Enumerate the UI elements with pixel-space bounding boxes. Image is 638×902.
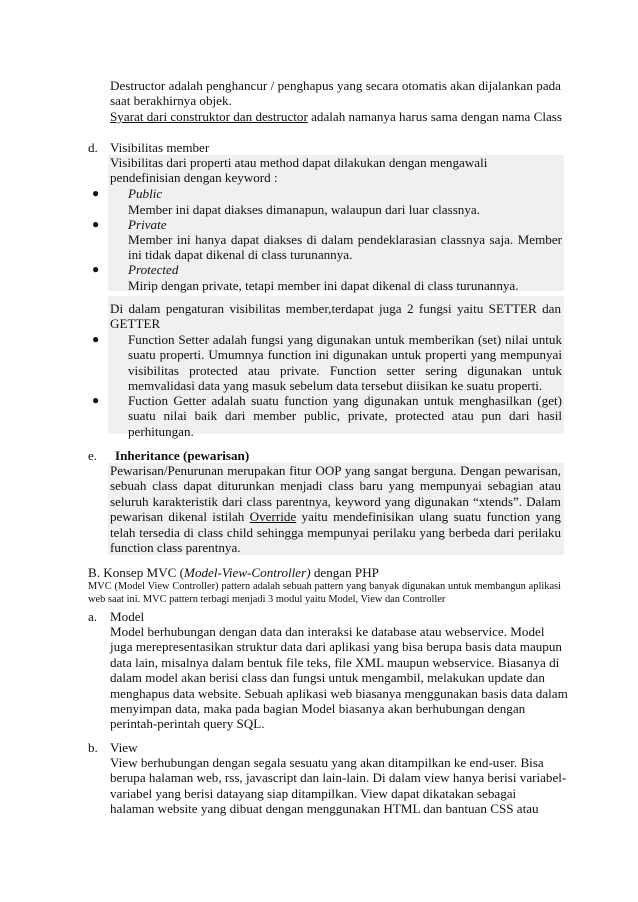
syarat-rest: adalah namanya harus sama dengan nama Class xyxy=(307,109,562,124)
keyword-public-desc: Member ini dapat diakses dimanapun, walaupun dari luar classnya. xyxy=(128,202,480,217)
bullet-icon: ● xyxy=(92,217,100,231)
syarat-line xyxy=(110,109,561,124)
visibilitas-heading: Visibilitas member xyxy=(110,140,210,155)
override-term: Override xyxy=(249,509,297,525)
bullet-icon: ● xyxy=(92,393,100,407)
model-marker: a. xyxy=(88,609,98,624)
keyword-public: Public xyxy=(128,186,163,201)
mvc-intro: MVC (Model View Controller) pattern adalah sebuah pattern yang banyak digunakan untuk membangun aplikasi web saat ini. MVC pattern terbagi menjadi 3 modul yaitu Model, View dan Controller xyxy=(88,581,561,605)
destructor-paragraph: Destructor adalah penghancur / penghapus yang secara otomatis akan dijalankan pada saat berakhirnya objek. xyxy=(110,78,561,109)
function-getter-paragraph: Fuction Getter adalah suatu function yang digunakan untuk menghasilkan (get) suatu nilai baik dari member public, private, protected atau pun dari hasil perhitungan. xyxy=(128,393,562,439)
keyword-protected: Protected xyxy=(128,262,179,277)
model-heading: Model xyxy=(110,609,145,624)
view-marker: b. xyxy=(88,740,98,755)
keyword-private-desc: Member ini hanya dapat diakses di dalam pendeklarasian classnya saja. Member ini tidak dapat dikenal di class turunannya. xyxy=(128,232,562,263)
bullet-icon: ● xyxy=(92,186,100,200)
keyword-private: Private xyxy=(128,217,167,232)
inheritance-paragraph: Pewarisan/Penurunan merupakan fitur OOP yang sangat berguna. Dengan pewarisan, sebuah class dapat diturunkan menjadi class baru yang mempunyai sebagian atau seluruh karakteristik dari class parentnya, keyword yang digunakan “xtends”. Dalam pewarisan dikenal istilah Override yaitu mendefinisikan ulang suatu function yang telah tersedia di class child sehingga mempunyai perilaku yang berbeda dari perilaku function class parentnya. xyxy=(110,463,561,556)
view-paragraph: View berhubungan dengan segala sesuatu yang akan ditampilkan ke end-user. Bisa berupa halaman web, rss, javascript dan lain-lain. Di dalam view hanya berisi variabel- variabel yang berisi datayang siap ditampilkan. View dapat dikatakan sebagai halaman website yang dibuat dengan menggunakan HTML dan bantuan CSS atau xyxy=(110,755,567,817)
section-d-marker: d. xyxy=(88,140,98,155)
bullet-icon: ● xyxy=(92,262,100,276)
setter-getter-intro: Di dalam pengaturan visibilitas member,terdapat juga 2 fungsi yaitu SETTER dan GETTER xyxy=(110,301,561,332)
function-setter-paragraph: Function Setter adalah fungsi yang digunakan untuk memberikan (set) nilai untuk suatu properti. Umumnya function ini digunakan untuk properti yang mempunyai visibilitas protected atau private. Function setter sering digunakan untuk memvalidasi data yang masuk sebelum data tersebut diisikan ke suatu properti. xyxy=(128,332,562,394)
inheritance-heading: Inheritance (pewarisan) xyxy=(115,448,250,463)
model-paragraph: Model berhubungan dengan data dan interaksi ke database atau webservice. Model juga merepresentasikan struktur data dari aplikasi yang bisa berupa basis data maupun data lain, misalnya dalam bentuk file teks, file XML maupun webservice. Biasanya di dalam model akan berisi class dan fungsi untuk mengambil, melakukan update dan menghapus data website. Sebuah aplikasi web biasanya menggunakan basis data dalam menyimpan data, maka pada bagian Model biasanya akan berhubungan dengan perintah-perintah query SQL. xyxy=(110,624,568,732)
visibilitas-intro: Visibilitas dari properti atau method dapat dilakukan dengan mengawali pendefinisian dengan keyword : xyxy=(110,155,488,186)
view-heading: View xyxy=(110,740,138,755)
syarat-underlined: Syarat dari construktor dan destructor xyxy=(110,109,308,124)
bullet-icon: ● xyxy=(92,332,100,346)
mvc-heading: B. Konsep MVC (Model-View-Controller) dengan PHP xyxy=(88,565,379,580)
keyword-protected-desc: Mirip dengan private, tetapi member ini dapat dikenal di class turunannya. xyxy=(128,278,519,293)
section-e-marker: e. xyxy=(88,448,98,463)
